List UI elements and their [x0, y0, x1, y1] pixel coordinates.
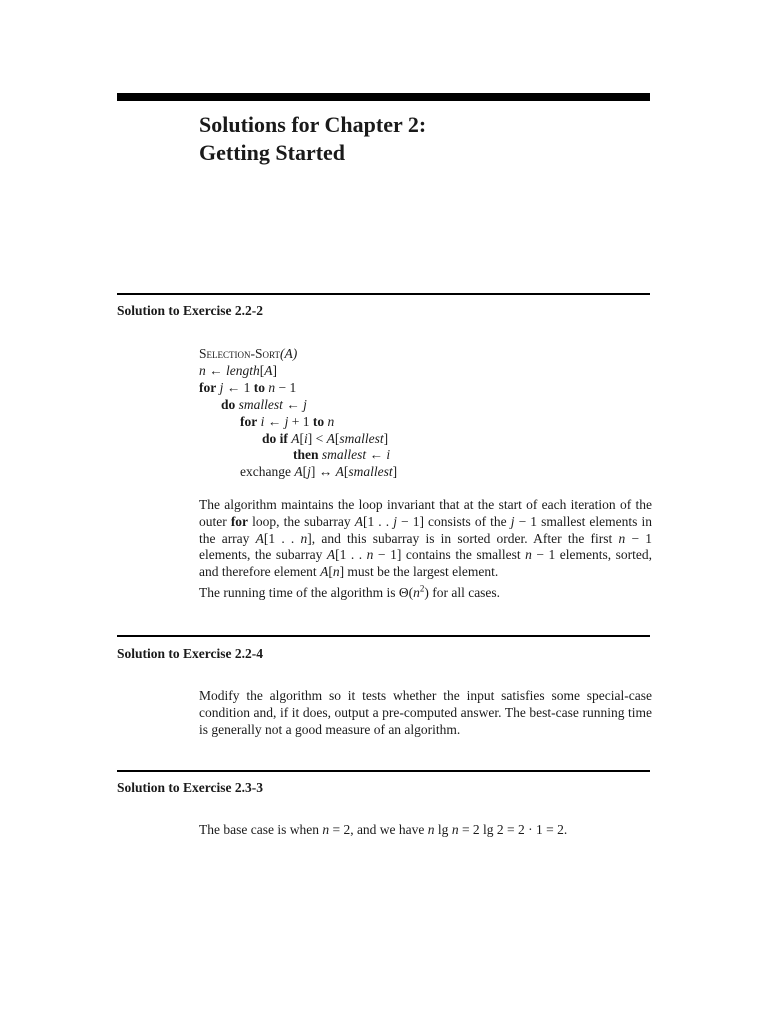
selection-sort-pseudocode	[199, 346, 397, 481]
chapter-title-line1: Solutions for Chapter 2:	[199, 112, 427, 137]
chapter-title-line2: Getting Started	[199, 140, 346, 165]
pseudocode-line: then smallest ← i	[293, 447, 391, 463]
pseudocode-line: do smallest ← j	[221, 396, 307, 412]
pseudocode-line: exchange A[j] ↔ A[smallest]	[240, 464, 398, 480]
paragraph: The running time of the algorithm is $\Theta(n^2)$ for all cases.	[199, 583, 501, 600]
section-heading-2-3-3: Solution to Exercise 2.3-3	[117, 780, 263, 795]
exercise-2-2-4-answer	[199, 688, 652, 738]
procedure-name: Selection-Sort	[199, 346, 280, 361]
pseudocode-line: n ← length[A]	[199, 362, 277, 378]
pseudocode-line: do if A[i] < A[smallest]	[262, 430, 389, 446]
section-heading-2-2-4: Solution to Exercise 2.2-4	[117, 646, 263, 661]
pseudocode-header	[199, 346, 397, 363]
pseudocode-lines	[199, 363, 397, 481]
paragraph: The algorithm maintains the loop invariant that at the start of each iteration of the outer for loop, the subarray A[1 . . j − 1] consists of the j − 1 smallest elements in the array A[1 . . n], and this subarray is in sorted order. After the first n − 1 elements, the subarray A[1 . . n − 1] contains the smallest n − 1 elements, sorted, and therefore element A[n] must be the largest element.	[199, 497, 653, 580]
section-rule	[117, 770, 650, 772]
section-rule	[117, 635, 650, 637]
paragraph: Modify the algorithm so it tests whether the input satisfies some special-case condition and, if it does, output a pre-computed answer. The best-case running time is generally not a good measure of an algorithm.	[199, 688, 652, 737]
pseudocode-line: for i ← j + 1 to n	[240, 413, 335, 429]
pseudocode-line: for j ← 1 to n − 1	[199, 379, 297, 395]
procedure-arg: (A)	[279, 346, 298, 361]
paragraph: The base case is when n = 2, and we have n lg n = 2 lg 2 = 2 · 1 = 2.	[199, 822, 568, 837]
section-heading-2-2-2: Solution to Exercise 2.2-2	[117, 303, 263, 318]
exercise-2-2-2-answer	[199, 497, 652, 602]
exercise-2-3-3-answer	[199, 822, 652, 839]
chapter-top-rule	[117, 93, 650, 101]
chapter-title	[199, 111, 426, 167]
section-rule	[117, 293, 650, 295]
